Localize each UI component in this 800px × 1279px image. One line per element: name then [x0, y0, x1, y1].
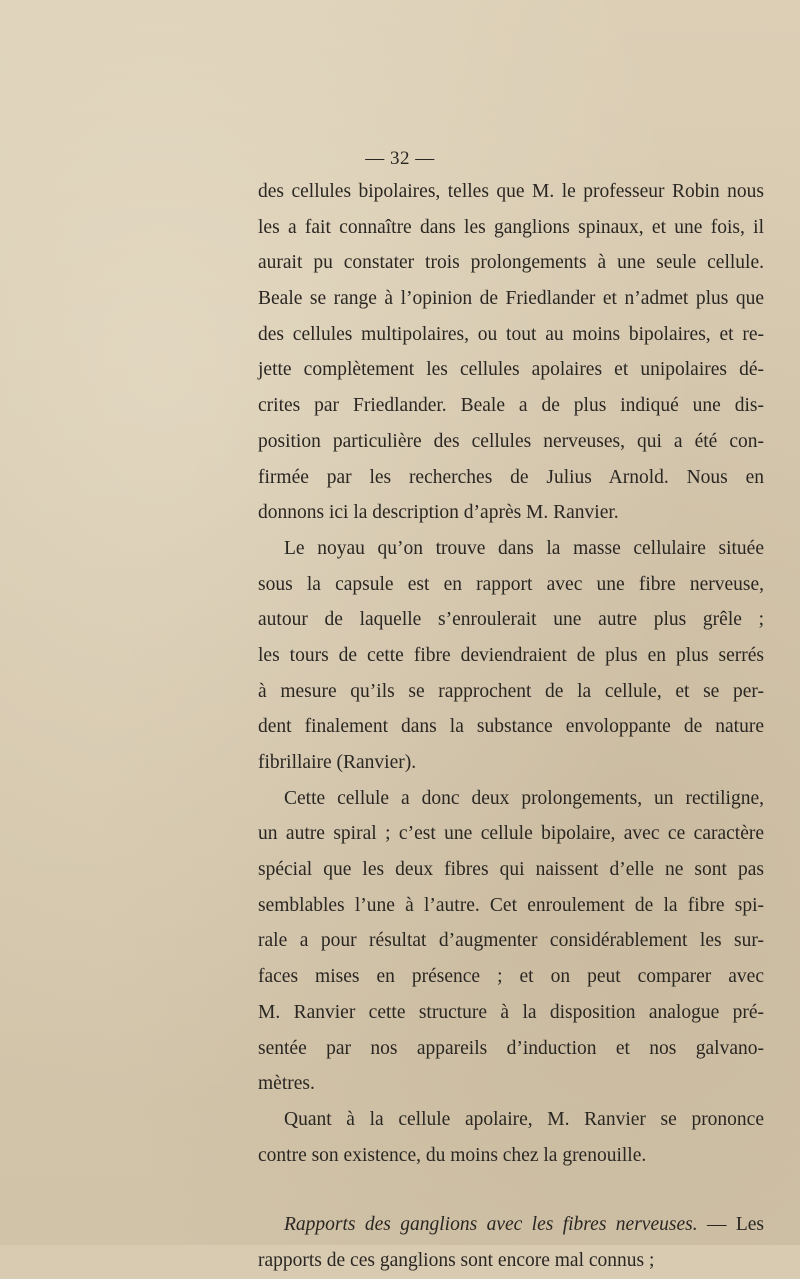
- paragraph-3: [258, 781, 764, 1102]
- text-line: Beale se range à l’opinion de Friedlander et n’admet plus que: [258, 288, 764, 310]
- text-line: mètres.: [258, 1073, 315, 1095]
- text-line: fibrillaire (Ranvier).: [258, 752, 417, 773]
- text-line: donnons ici la description d’après M. Ranvier.: [258, 502, 619, 524]
- text-line: M. Ranvier cette structure à la disposition analogue pré-: [258, 1001, 764, 1023]
- text-line: dent finalement dans la substance envoloppante de nature: [258, 716, 764, 738]
- section-heading-continuation: — Les: [697, 1214, 765, 1236]
- text-line: position particulière des cellules nerveuses, qui a été con-: [258, 430, 764, 452]
- text-line: crites par Friedlander. Beale a de plus indiqué une dis-: [258, 395, 764, 417]
- text-line: un autre spiral ; c’est une cellule bipolaire, avec ce caractère: [258, 823, 764, 845]
- text-line: Quant à la cellule apolaire, M. Ranvier se prononce: [284, 1108, 764, 1130]
- text-line: spécial que les deux fibres qui naissent d’elle ne sont pas: [258, 859, 764, 881]
- paragraph-4: [258, 1102, 764, 1173]
- text-line: des cellules bipolaires, telles que M. le professeur Robin nous: [258, 181, 764, 202]
- section-heading: Rapports des ganglions avec les fibres nerveuses.: [284, 1214, 698, 1236]
- text-line: autour de laquelle s’enroulerait une autre plus grêle ;: [258, 609, 764, 631]
- text-line: des cellules multipolaires, ou tout au moins bipolaires, et re-: [258, 323, 764, 345]
- text-line: firmée par les recherches de Julius Arnold. Nous en: [258, 466, 764, 488]
- text-line: les tours de cette fibre deviendraient de plus en plus serrés: [258, 644, 764, 666]
- text-line: faces mises en présence ; et on peut comparer avec: [258, 966, 764, 988]
- text-line: contre son existence, du moins chez la grenouille.: [258, 1144, 647, 1166]
- text-line: rapports de ces ganglions sont encore mal connus ;: [258, 1249, 655, 1271]
- section-heading-line: [258, 1207, 764, 1243]
- text-line: jette complètement les cellules apolaires et unipolaires dé-: [258, 359, 764, 381]
- text-line: les a fait connaître dans les ganglions spinaux, et une fois, il: [258, 216, 764, 238]
- text-line: sous la capsule est en rapport avec une fibre nerveuse,: [258, 573, 764, 595]
- body-text: [258, 174, 764, 1279]
- text-line: à mesure qu’ils se rapprochent de la cellule, et se per-: [258, 680, 764, 702]
- text-line: Le noyau qu’on trouve dans la masse cellulaire située: [284, 537, 764, 559]
- paragraph-2: [258, 531, 764, 781]
- text-line: aurait pu constater trois prolongements à une seule cellule.: [258, 252, 764, 274]
- text-line: semblables l’une à l’autre. Cet enroulement de la fibre spi-: [258, 894, 764, 916]
- text-line: rale a pour résultat d’augmenter considérablement les sur-: [258, 930, 764, 952]
- text-line: Cette cellule a donc deux prolongements, un rectiligne,: [284, 787, 764, 809]
- paragraph-1: [258, 174, 764, 531]
- section-heading-paragraph: [258, 1207, 764, 1278]
- page-number: — 32 —: [365, 148, 435, 169]
- text-line: sentée par nos appareils d’induction et nos galvano-: [258, 1037, 764, 1059]
